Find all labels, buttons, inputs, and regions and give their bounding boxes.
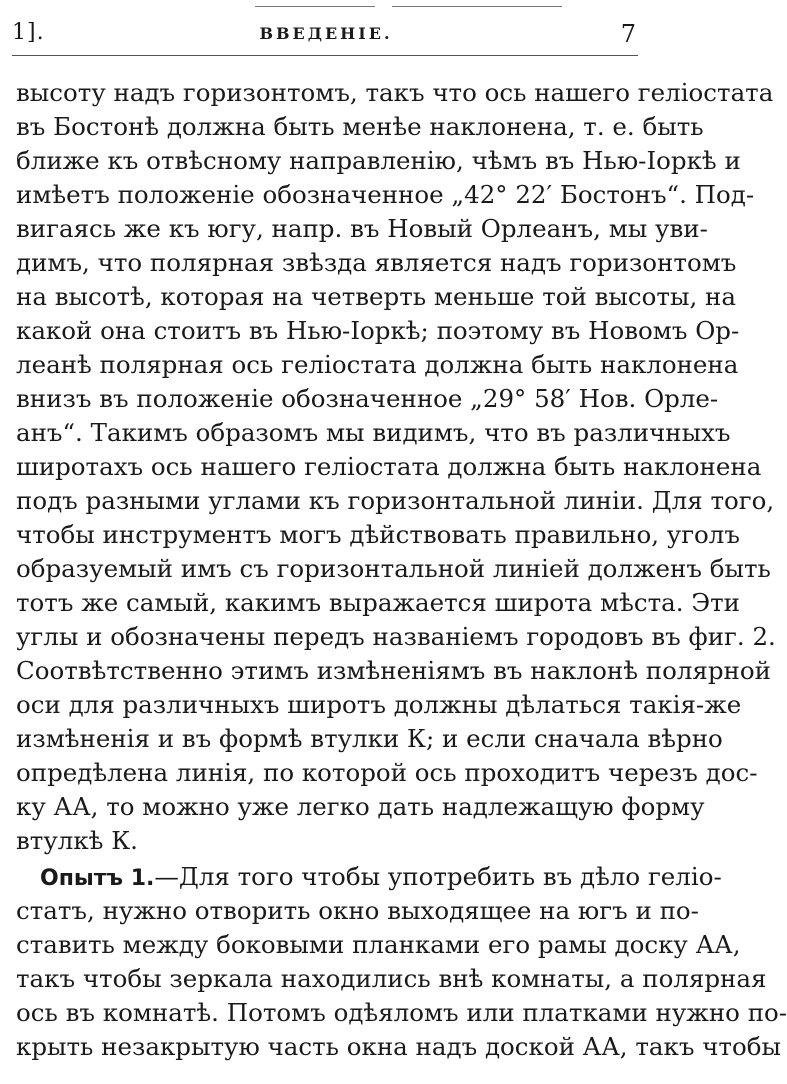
text-line: оси для различныхъ широтъ должны дѣлаться такія-же (16, 690, 742, 719)
text-line: какой она стоитъ въ Нью-Іоркѣ; поэтому въ Новомъ Ор- (16, 316, 740, 345)
text-line: опредѣлена линія, по которой ось проходитъ черезъ дос- (16, 758, 758, 787)
text-line: леанѣ полярная ось геліостата должна быть наклонена (16, 350, 739, 379)
text-line: подъ разными углами къ горизонтальной линіи. Для того, (16, 486, 775, 515)
text-line: ближе къ отвѣсному направленію, чѣмъ въ Нью-Іоркѣ и (16, 146, 741, 175)
text-line: образуемый имъ съ горизонтальной линіей долженъ быть (16, 554, 771, 583)
text-line: крыть незакрытую часть окна надъ доской АА, такъ чтобы (16, 1032, 781, 1061)
top-rule-right (392, 6, 562, 7)
text-line: ставить между боковыми планками его рамы доску АА, (16, 930, 741, 959)
text-line: Соотвѣтственно этимъ измѣненіямъ въ наклонѣ полярной (16, 656, 771, 685)
page-number: 7 (620, 20, 636, 48)
header-rule (12, 55, 638, 56)
text-line: анъ“. Такимъ образомъ мы видимъ, что въ различныхъ (16, 418, 731, 447)
text-line: статъ, нужно отворить окно выходящее на югъ и по- (16, 896, 699, 925)
text-line: углы и обозначены передъ названіемъ городовъ въ фиг. 2. (16, 622, 776, 651)
text-line: вигаясь же къ югу, напр. въ Новый Орлеанъ, мы уви- (16, 214, 708, 243)
text-line: чтобы инструментъ могъ дѣйствовать правильно, уголъ (16, 520, 740, 549)
text-line: на высотѣ, которая на четверть меньше той высоты, на (16, 282, 736, 311)
text-line: такъ чтобы зеркала находились внѣ комнаты, а полярная (16, 964, 767, 993)
text-line: широтахъ ось нашего геліостата должна быть наклонена (16, 452, 762, 481)
experiment-first-line (40, 860, 722, 894)
text-line: въ Бостонѣ должна быть менѣе наклонена, т. е. быть (16, 112, 704, 141)
text-line: втулкѣ К. (16, 826, 138, 855)
text-line: имѣетъ положеніе обозначенное „42° 22′ Бостонъ“. Под- (16, 180, 755, 209)
text-line: димъ, что полярная звѣзда является надъ горизонтомъ (16, 248, 737, 277)
top-rule-left (255, 6, 375, 7)
experiment-first-text: —Для того чтобы употребить въ дѣло геліо- (154, 862, 722, 891)
running-title: ВВЕДЕНІЕ. (259, 24, 393, 43)
running-header (0, 20, 652, 52)
text-line: высоту надъ горизонтомъ, такъ что ось нашего геліостата (16, 78, 774, 107)
text-line: ось въ комнатѣ. Потомъ одѣяломъ или платками нужно по- (16, 998, 787, 1027)
text-line: внизъ въ положеніе обозначенное „29° 58′ Нов. Орле- (16, 384, 719, 413)
text-line: измѣненія и въ формѣ втулки К; и если сначала вѣрно (16, 724, 723, 753)
experiment-label: Опытъ 1. (40, 866, 155, 891)
text-line: тотъ же самый, какимъ выражается широта мѣста. Эти (16, 588, 740, 617)
section-marker: 1]. (12, 20, 45, 45)
text-line: ку АА, то можно уже легко дать надлежащую форму (16, 792, 705, 821)
